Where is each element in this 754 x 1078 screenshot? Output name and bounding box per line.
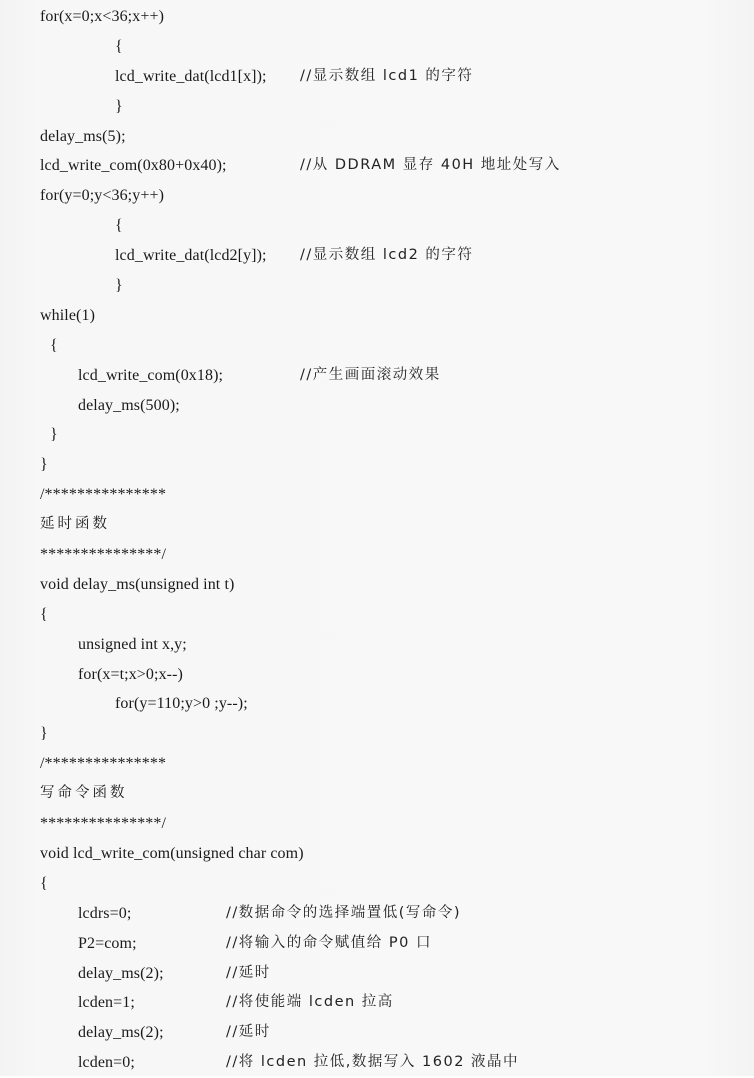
code-text: lcden=0; [78,1054,135,1072]
code-text: delay_ms(5); [40,127,126,145]
code-line [0,92,754,122]
code-text: lcden=1; [78,994,135,1012]
code-text: delay_ms(2); [78,1024,164,1042]
code-line [0,600,754,630]
code-line [0,959,754,989]
code-text: { [115,37,123,55]
code-line [0,301,754,331]
code-text: } [50,426,58,444]
code-line [0,749,754,779]
code-line [0,420,754,450]
code-text: } [115,277,123,295]
code-line [0,1018,754,1048]
code-line [0,151,754,181]
code-text: { [115,217,123,235]
code-text: /*************** [40,486,167,504]
code-line [0,899,754,929]
code-text: } [40,725,48,743]
code-text: } [115,97,123,115]
code-text: void delay_ms(unsigned int t) [40,575,235,593]
code-comment: //从 DDRAM 显存 40H 地址处写入 [300,157,561,174]
code-line [0,689,754,719]
code-line [0,450,754,480]
code-text: for(y=110;y>0 ;y--); [115,695,248,713]
code-line [0,630,754,660]
code-line [0,779,754,809]
code-text: { [50,336,58,354]
code-text: for(x=0;x<36;x++) [40,8,164,25]
code-line [0,181,754,211]
code-line [0,540,754,570]
code-text: { [40,874,48,892]
code-comment: //显示数组 lcd1 的字符 [300,67,474,84]
code-line [0,809,754,839]
code-text: 延时函数 [40,516,110,533]
code-comment: //将 lcden 拉低,数据写入 1602 液晶中 [226,1054,520,1071]
code-text: delay_ms(2); [78,964,164,982]
code-line [0,331,754,361]
code-line [0,271,754,301]
code-text: } [40,456,48,474]
code-text: for(x=t;x>0;x--) [78,665,183,683]
code-listing [0,2,754,1078]
code-text: while(1) [40,306,96,324]
code-text: 写命令函数 [40,785,128,802]
code-comment: //将使能端 lcden 拉高 [226,994,394,1011]
code-line [0,660,754,690]
code-text: { [40,605,48,623]
code-comment: //将输入的命令赋值给 P0 口 [226,934,432,951]
code-text: unsigned int x,y; [78,635,187,653]
code-text: for(y=0;y<36;y++) [40,187,164,205]
code-line [0,719,754,749]
code-line [0,570,754,600]
code-line [0,32,754,62]
code-line [0,1048,754,1078]
code-text: P2=com; [78,934,137,952]
code-line [0,2,754,32]
code-text: void lcd_write_com(unsigned char com) [40,844,304,862]
code-comment: //数据命令的选择端置低(写命令) [226,904,462,921]
code-line [0,929,754,959]
code-text: lcdrs=0; [78,904,132,922]
code-text: ***************/ [40,546,167,564]
code-comment: //产生画面滚动效果 [300,366,441,383]
code-line [0,988,754,1018]
code-text: lcd_write_com(0x18); [78,366,224,384]
code-line [0,510,754,540]
code-line [0,480,754,510]
code-line [0,839,754,869]
code-comment: //延时 [226,964,271,981]
code-text: /*************** [40,755,167,773]
code-line [0,361,754,391]
code-text: lcd_write_dat(lcd1[x]); [115,67,267,85]
code-text: delay_ms(500); [78,396,180,414]
code-text: lcd_write_com(0x80+0x40); [40,157,227,175]
code-line [0,211,754,241]
code-comment: //延时 [226,1024,271,1041]
code-line [0,62,754,92]
code-text: lcd_write_dat(lcd2[y]); [115,247,267,265]
code-text: ***************/ [40,815,167,833]
code-line [0,869,754,899]
code-line [0,122,754,152]
code-line [0,241,754,271]
code-comment: //显示数组 lcd2 的字符 [300,247,474,264]
code-line [0,391,754,421]
